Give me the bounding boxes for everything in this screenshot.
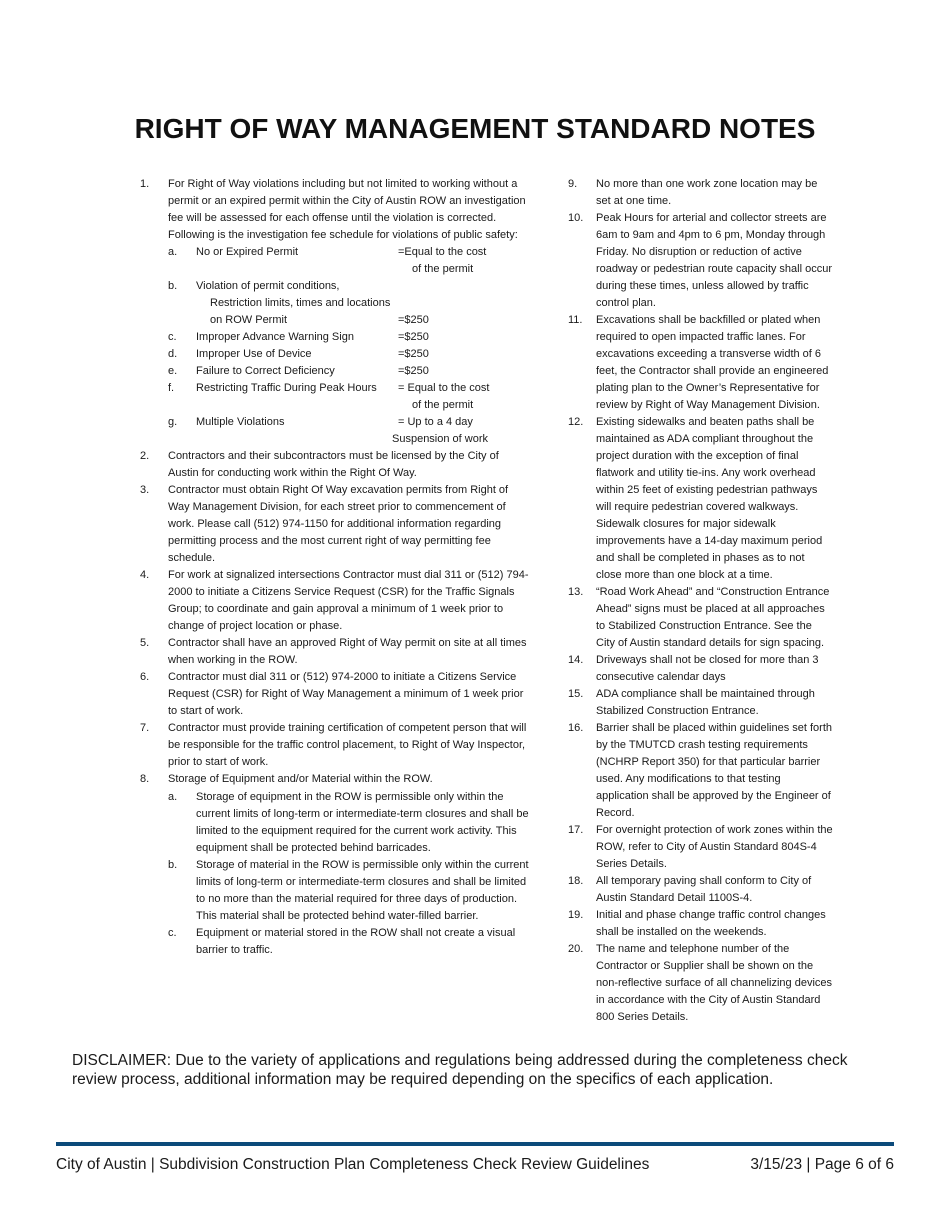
fee-label (196, 278, 398, 329)
note-number: 13. (568, 586, 584, 598)
note-text: The name and telephone number of the Contractor or Supplier shall be shown on the non-reflective surface of all channelizing devices in accordance with the City of Austin Standard 800 Series Details. (596, 943, 833, 1023)
note-number: 10. (568, 212, 584, 224)
note-text: For work at signalized intersections Contractor must dial 311 or (512) 794-2000 to initiate a Citizens Service Request (CSR) for the Traffic Signals Group; to coordinate and gain approval a minimum of 1 week prior to change of project location or phase. (168, 569, 529, 632)
note-4 (140, 567, 530, 635)
fee-row-c (168, 329, 530, 346)
fee-row-f (168, 380, 530, 414)
note-number: 8. (140, 773, 150, 785)
fee-row-a (168, 244, 530, 278)
fee-amount: =$250 (398, 314, 429, 326)
fee-label-line: on ROW Permit (210, 314, 288, 326)
fee-amount-line: Suspension of work (392, 433, 488, 445)
fee-label: Restricting Traffic During Peak Hours (196, 382, 377, 394)
fee-amount-line: of the permit (412, 263, 474, 275)
fee-amount-line: = Up to a 4 day (398, 416, 473, 428)
note-6 (140, 669, 530, 720)
fee-letter: c. (168, 331, 177, 343)
note-text: Peak Hours for arterial and collector streets are 6am to 9am and 4pm to 6 pm, Monday through Friday. No disruption or reduction of active roadway or pedestrian route capacity shall occur during these times, unless allowed by traffic control plan. (596, 212, 833, 309)
fee-amount (398, 380, 530, 414)
note-text: Contractor must obtain Right Of Way excavation permits from Right of Way Management Division, for each street prior to commencement of work. Please call (512) 974-1150 for additional information regarding permitting process and the most current right of way permitting fee schedule. (168, 484, 509, 564)
note-3 (140, 482, 530, 567)
note-text: Contractor must dial 311 or (512) 974-2000 to initiate a Citizens Service Request (CSR) for Right of Way Management a minimum of 1 week prior to start of work. (168, 671, 524, 717)
note-text: No more than one work zone location may be set at one time. (596, 178, 818, 207)
note-5 (140, 635, 530, 669)
note-11 (568, 312, 833, 414)
note-number: 20. (568, 943, 584, 955)
footer-date-page: 3/15/23 | Page 6 of 6 (750, 1156, 894, 1173)
note-number: 11. (568, 314, 583, 326)
note-16 (568, 720, 833, 822)
fee-label: Improper Use of Device (196, 348, 312, 360)
fee-letter: a. (168, 246, 178, 258)
page-title: RIGHT OF WAY MANAGEMENT STANDARD NOTES (134, 113, 816, 144)
storage-item-b (168, 857, 530, 925)
storage-item-a (168, 789, 530, 857)
fee-label: No or Expired Permit (196, 246, 299, 258)
footer-document-title: City of Austin | Subdivision Construction Plan Completeness Check Review Guidelines (56, 1156, 650, 1173)
note-number: 5. (140, 637, 150, 649)
note-text: Driveways shall not be closed for more than 3 consecutive calendar days (596, 654, 819, 683)
note-text: Contractors and their subcontractors must be licensed by the City of Austin for conducting work within the Right Of Way. (168, 450, 499, 479)
note-10 (568, 210, 833, 312)
note-text: Initial and phase change traffic control changes shall be installed on the weekends. (596, 909, 826, 938)
fee-row-e (168, 363, 530, 380)
note-19 (568, 907, 833, 941)
note-number: 6. (140, 671, 150, 683)
fee-label-line: Restriction limits, times and locations (210, 297, 391, 309)
note-text: Contractor shall have an approved Right of Way permit on site at all times when working in the ROW. (168, 637, 527, 666)
fee-amount-line: = Equal to the cost (398, 382, 490, 394)
note-7 (140, 720, 530, 771)
note-text: Excavations shall be backfilled or plated when required to open impacted traffic lanes. For excavations exceeding a transverse width of 6 feet, the Contractor shall provide an engineered plating plan to the Owner’s Representative for review by Right of Way Management Division. (596, 314, 829, 411)
fee-amount (392, 414, 530, 448)
fee-label: Improper Advance Warning Sign (196, 331, 354, 343)
fee-amount-line: of the permit (412, 399, 474, 411)
storage-item-c (168, 925, 530, 959)
note-12 (568, 414, 833, 584)
note-13 (568, 584, 833, 652)
note-14 (568, 652, 833, 686)
fee-letter: g. (168, 416, 178, 428)
note-number: 9. (568, 178, 578, 190)
note-9 (568, 176, 833, 210)
sub-text: Storage of equipment in the ROW is permissible only within the current limits of long-term or intermediate-term closures and shall be limited to the equipment required for the current work activity. This equipment shall be protected behind barricades. (196, 791, 529, 854)
note-number: 12. (568, 416, 584, 428)
note-number: 14. (568, 654, 584, 666)
note-number: 4. (140, 569, 150, 581)
note-8 (140, 771, 530, 788)
fee-amount: =$250 (398, 365, 429, 377)
sub-text: Equipment or material stored in the ROW shall not create a visual barrier to traffic. (196, 927, 516, 956)
fee-amount: =$250 (398, 348, 429, 360)
sub-letter: a. (168, 791, 178, 803)
note-text: All temporary paving shall conform to City of Austin Standard Detail 1100S-4. (596, 875, 812, 904)
fee-label: Multiple Violations (196, 416, 285, 428)
fee-schedule (168, 244, 530, 448)
fee-row-b (168, 278, 530, 329)
note-number: 15. (568, 688, 584, 700)
fee-label-line: Violation of permit conditions, (196, 280, 340, 292)
note-number: 7. (140, 722, 150, 734)
sub-letter: c. (168, 927, 177, 939)
note-text: Contractor must provide training certification of competent person that will be responsible for the traffic control placement, to Right of Way Inspector, prior to start of work. (168, 722, 527, 768)
note-text: Storage of Equipment and/or Material within the ROW. (168, 773, 433, 785)
fee-letter: b. (168, 280, 178, 292)
note-18 (568, 873, 833, 907)
note-text: Barrier shall be placed within guidelines set forth by the TMUTCD crash testing requirements (NCHRP Report 350) for that particular barrier used. Any modifications to that testing application shall be approved by the Engineer of Record. (596, 722, 833, 819)
fee-amount-line: =Equal to the cost (398, 246, 487, 258)
fee-amount (398, 244, 530, 278)
sub-letter: b. (168, 859, 178, 871)
storage-sub-list (168, 789, 530, 959)
notes-left-column (140, 176, 530, 959)
fee-letter: e. (168, 365, 178, 377)
note-number: 16. (568, 722, 584, 734)
note-1 (140, 176, 530, 244)
note-text: Existing sidewalks and beaten paths shall be maintained as ADA compliant throughout the project duration with the exception of final flatwork and utility tie-ins. Any work overhead within 25 feet of existing pedestrian pathways will require pedestrian covered walkways. Sidewalk closures for major sidewalk improvements have a 14-day maximum period and shall be completed in phases as to not close more than one block at a time. (596, 416, 823, 581)
note-15 (568, 686, 833, 720)
fee-row-d (168, 346, 530, 363)
note-text: For Right of Way violations including but not limited to working without a permit or an expired permit within the City of Austin ROW an investigation fee will be assessed for each offense until the violation is corrected. Following is the investigation fee schedule for violations of public safety: (168, 178, 526, 241)
note-text: ADA compliance shall be maintained through Stabilized Construction Entrance. (596, 688, 815, 717)
note-number: 19. (568, 909, 584, 921)
sub-text: Storage of material in the ROW is permissible only within the current limits of long-term or intermediate-term closures and shall be limited to no more than the material required for three days of production. This material shall be protected behind water-filled barrier. (196, 859, 529, 922)
note-17 (568, 822, 833, 873)
note-20 (568, 941, 833, 1026)
fee-amount: =$250 (398, 331, 429, 343)
note-number: 3. (140, 484, 150, 496)
fee-row-g (168, 414, 530, 448)
note-number: 2. (140, 450, 150, 462)
notes-right-column (568, 176, 833, 1026)
note-2 (140, 448, 530, 482)
fee-letter: d. (168, 348, 178, 360)
note-text: For overnight protection of work zones within the ROW, refer to City of Austin Standard 804S-4 Series Details. (596, 824, 833, 870)
note-number: 1. (140, 178, 150, 190)
note-number: 18. (568, 875, 584, 887)
footer-rule (56, 1142, 894, 1146)
note-text: “Road Work Ahead” and “Construction Entrance Ahead” signs must be placed at all approaches to Stabilized Construction Entrance. See the City of Austin standard details for sign spacing. (596, 586, 830, 649)
fee-label: Failure to Correct Deficiency (196, 365, 335, 377)
disclaimer: DISCLAIMER: Due to the variety of applications and regulations being addressed during the completeness check review process, additional information may be required depending on the specifics of each application. (72, 1052, 848, 1088)
note-number: 17. (568, 824, 584, 836)
fee-letter: f. (168, 382, 175, 394)
